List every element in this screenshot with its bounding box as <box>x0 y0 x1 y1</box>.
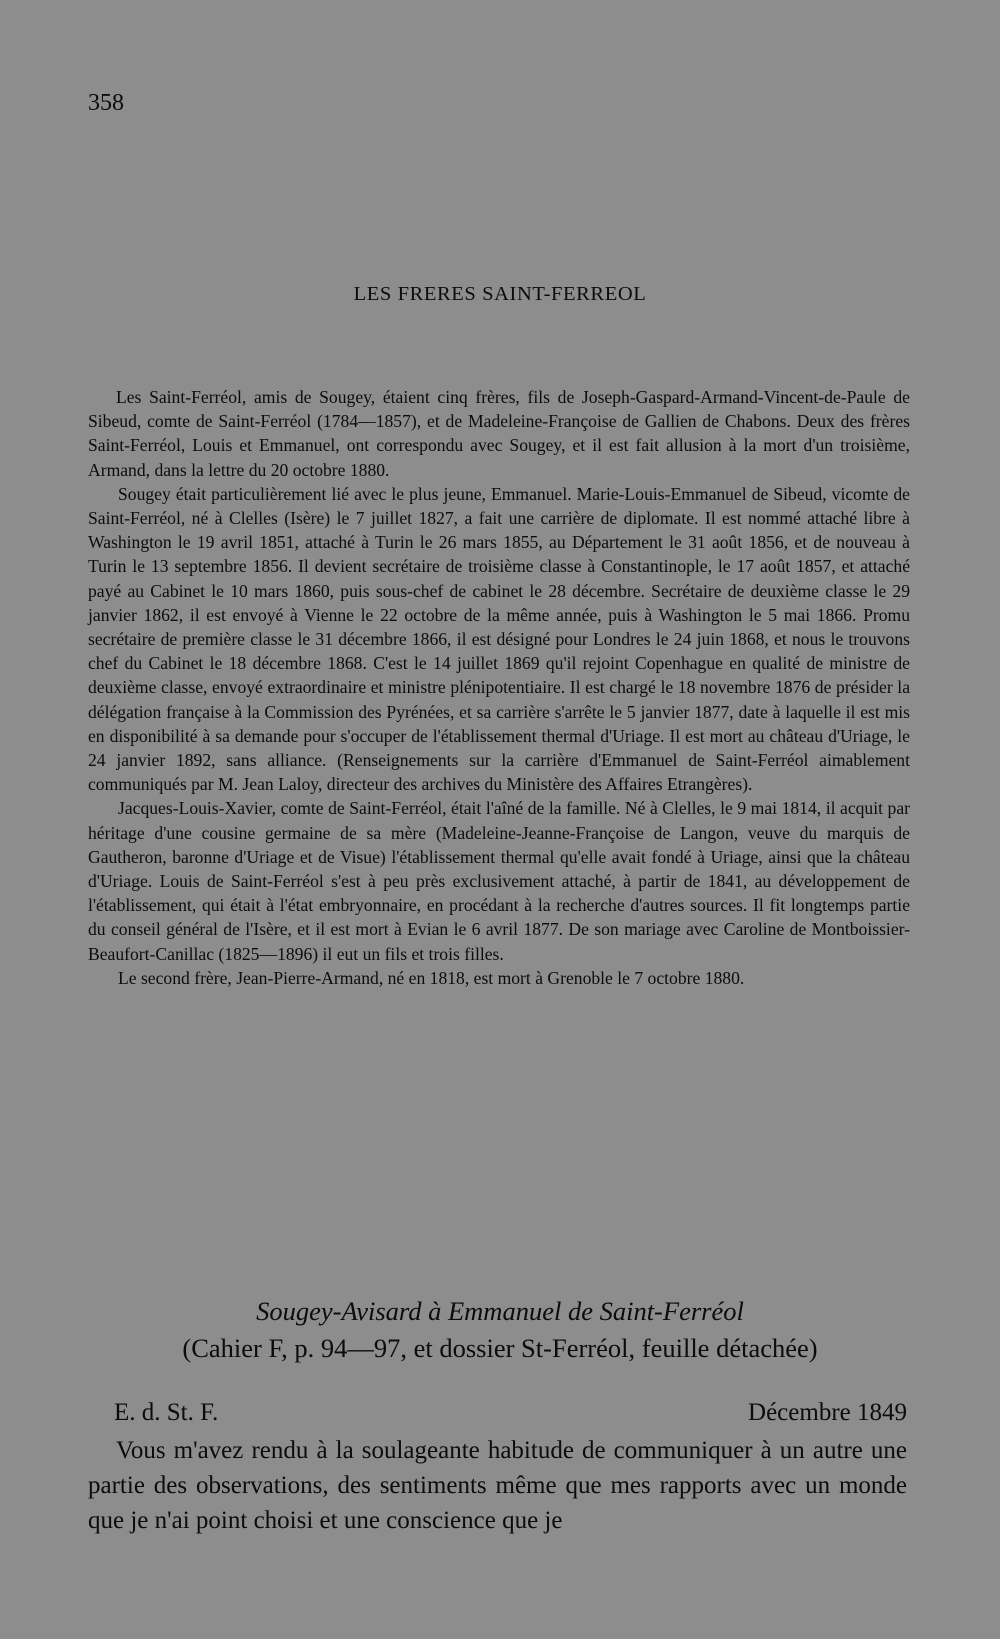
biographical-notes <box>88 385 910 990</box>
page-number: 358 <box>88 90 124 116</box>
note-paragraph: Sougey était particulièrement lié avec le plus jeune, Emmanuel. Marie-Louis-Emmanuel de Sibeud, vicomte de Saint-Ferréol, né à Clelles (Isère) le 7 juillet 1827, a fait une carrière de diplomate. Il est nommé attaché libre à Washington le 19 avril 1851, attaché à Turin le 26 mars 1855, au Département le 31 août 1856, et de nouveau à Turin le 13 septembre 1856. Il devient secrétaire de troisième classe à Constantinople, le 17 août 1857, et attaché payé au Cabinet le 10 mars 1860, puis sous-chef de cabinet le 28 décembre. Secrétaire de deuxième classe le 29 janvier 1862, il est envoyé à Vienne le 22 octobre de la même année, puis à Washington le 5 mai 1866. Promu secrétaire de première classe le 31 décembre 1866, il est désigné pour Londres le 24 juin 1868, et nous le trouvons chef du Cabinet le 18 décembre 1868. C'est le 14 juillet 1869 qu'il rejoint Copenhague en qualité de ministre de deuxième classe, envoyé extraordinaire et ministre plénipotentiaire. Il est chargé le 18 novembre 1876 de présider la délégation française à la Commission des Pyrénées, et sa carrière s'arrête le 5 janvier 1877, date à laquelle il est mis en disponibilité à sa demande pour s'occuper de l'établissement thermal d'Uriage. Il est mort au château d'Uriage, le 24 janvier 1892, sans alliance. (Renseignements sur la carrière d'Emmanuel de Saint-Ferréol aimablement communiqués par M. Jean Laloy, directeur des archives du Ministère des Affaires Etrangères). <box>88 483 910 795</box>
letter-title: Sougey-Avisard à Emmanuel de Saint-Ferréol <box>256 1296 744 1326</box>
letter-date: Décembre 1849 <box>748 1399 907 1426</box>
letter-paragraph: Vous m'avez rendu à la soulageante habitude de communiquer à un autre une partie des observations, des sentiments même que mes rapports avec un monde que je n'ai point choisi et une conscience que je <box>88 1437 907 1534</box>
letter-header <box>114 1399 907 1427</box>
letter-salutation: E. d. St. F. <box>114 1399 219 1426</box>
note-paragraph: Les Saint-Ferréol, amis de Sougey, étaient cinq frères, fils de Joseph-Gaspard-Armand-Vincent-de-Paule de Sibeud, comte de Saint-Ferréol (1784—1857), et de Madeleine-Françoise de Gallien de Chabons. Deux des frères Saint-Ferréol, Louis et Emmanuel, ont correspondu avec Sougey, et il est fait allusion à la mort d'un troisième, Armand, dans la lettre du 20 octobre 1880. <box>88 387 910 480</box>
letter-source: (Cahier F, p. 94—97, et dossier St-Ferréol, feuille détachée) <box>182 1333 818 1363</box>
section-title: LES FRERES SAINT-FERREOL <box>353 283 647 305</box>
letter-heading <box>0 1293 1000 1367</box>
note-paragraph: Jacques-Louis-Xavier, comte de Saint-Ferréol, était l'aîné de la famille. Né à Clelles, le 9 mai 1814, il acquit par héritage d'une cousine germaine de sa mère (Madeleine-Jeanne-Françoise de Langon, veuve du marquis de Gautheron, baronne d'Uriage et de Visue) l'établissement thermal qu'elle avait fondé à Uriage, ainsi que la château d'Uriage. Louis de Saint-Ferréol s'est à peu près exclusivement attaché, à partir de 1841, au développement de l'établissement, qui était à l'état embryonnaire, en procédant à la recherche d'autres sources. Il fit longtemps partie du conseil général de l'Isère, et il est mort à Evian le 6 avril 1877. De son mariage avec Caroline de Montboissier-Beaufort-Canillac (1825—1896) il eut un fils et trois filles. <box>88 798 910 964</box>
letter-body <box>88 1433 907 1538</box>
note-paragraph: Le second frère, Jean-Pierre-Armand, né en 1818, est mort à Grenoble le 7 octobre 1880. <box>118 967 745 988</box>
